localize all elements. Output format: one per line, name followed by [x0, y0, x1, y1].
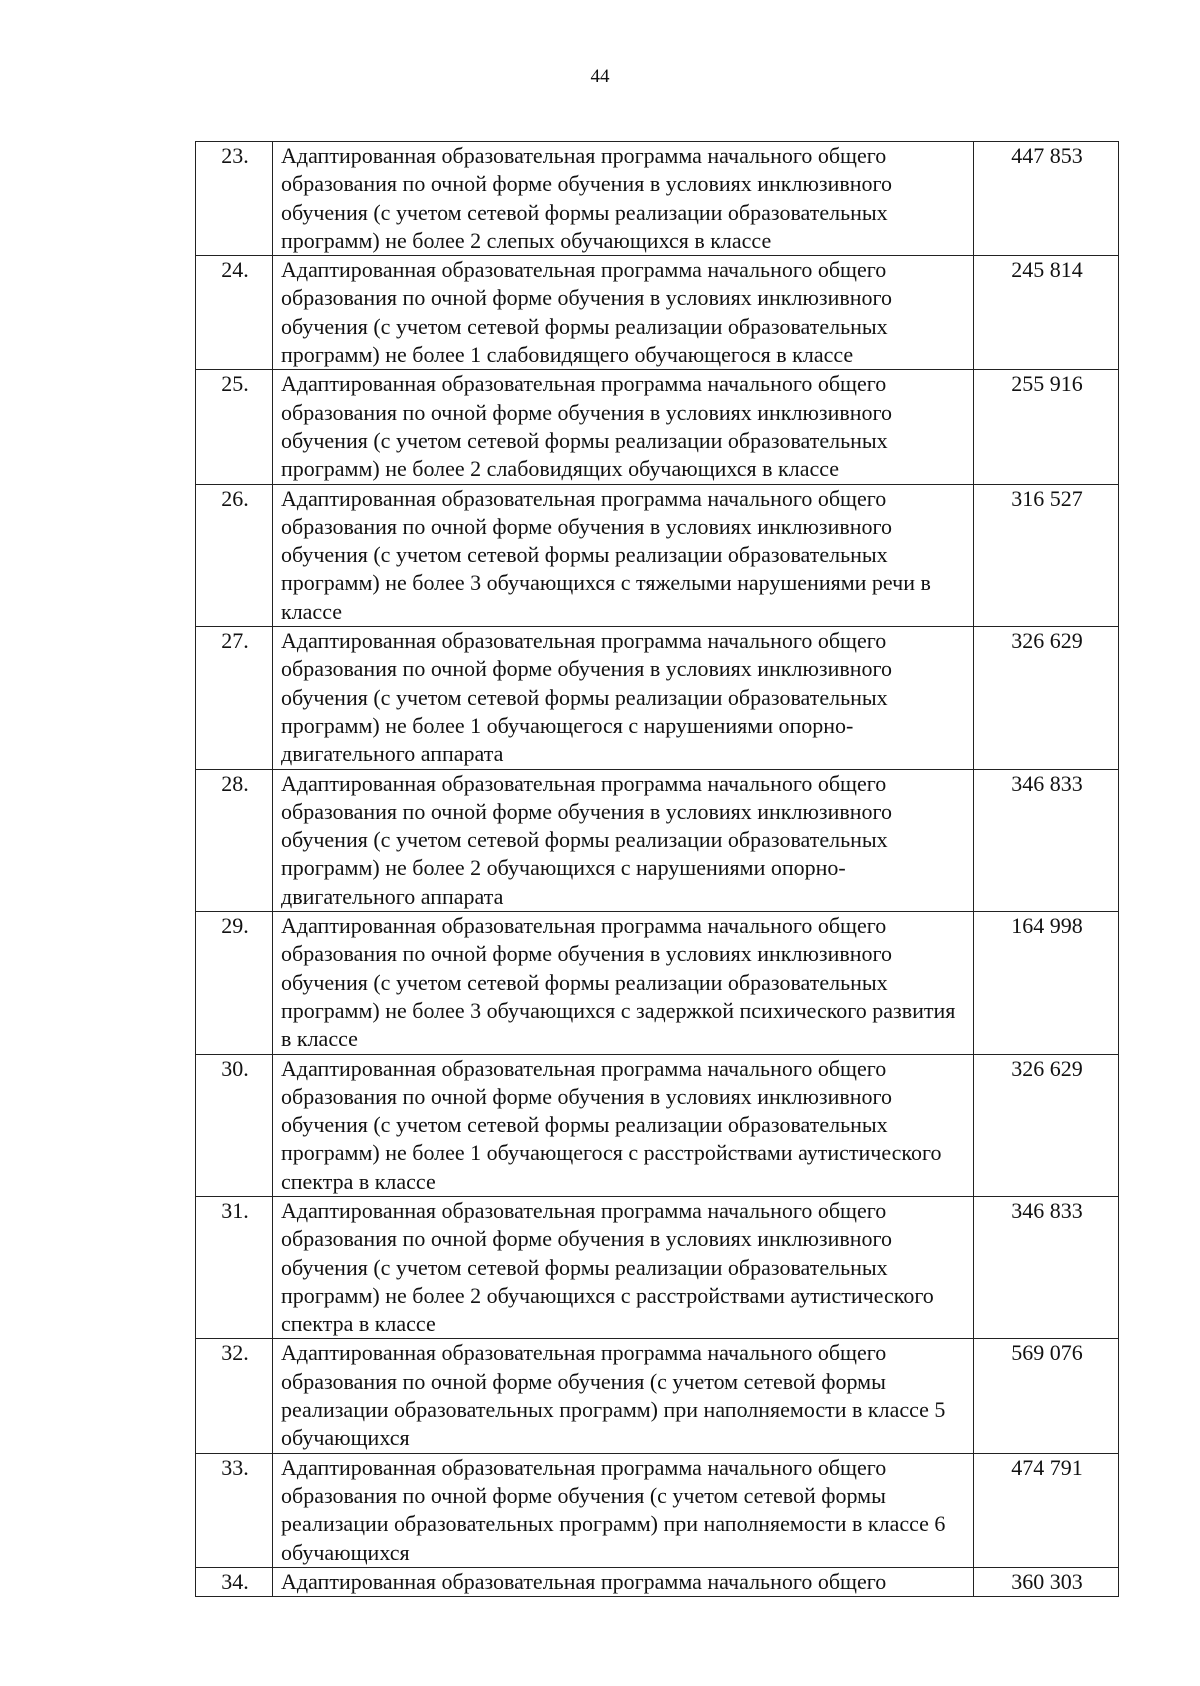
table-row [196, 912, 1119, 1054]
table-row [196, 627, 1119, 769]
row-number: 28. [196, 769, 273, 911]
row-value: 346 833 [974, 769, 1119, 911]
table-row [196, 1453, 1119, 1567]
row-value: 164 998 [974, 912, 1119, 1054]
table-row [196, 1054, 1119, 1196]
row-number: 24. [196, 256, 273, 370]
row-number: 27. [196, 627, 273, 769]
table-row [196, 1196, 1119, 1338]
page-number: 44 [590, 66, 610, 87]
row-number: 32. [196, 1339, 273, 1453]
row-value: 316 527 [974, 484, 1119, 626]
row-number: 26. [196, 484, 273, 626]
row-value: 326 629 [974, 1054, 1119, 1196]
row-value: 447 853 [974, 142, 1119, 256]
row-description: Адаптированная образовательная программа начального общего образования по очной форме обучения в условиях инклюзивного обучения (с учетом сетевой формы реализации образовательных программ) не более 1 обучающегося с нарушениями опорно-двигательного аппарата [273, 627, 974, 769]
row-description: Адаптированная образовательная программа начального общего образования по очной форме обучения в условиях инклюзивного обучения (с учетом сетевой формы реализации образовательных программ) не более 2 слабовидящих обучающихся в классе [273, 370, 974, 484]
table-row [196, 484, 1119, 626]
row-number: 29. [196, 912, 273, 1054]
row-number: 25. [196, 370, 273, 484]
row-description: Адаптированная образовательная программа начального общего образования по очной форме обучения в условиях инклюзивного обучения (с учетом сетевой формы реализации образовательных программ) не более 1 обучающегося с расстройствами аутистического спектра в классе [273, 1054, 974, 1196]
table-body [196, 142, 1119, 1597]
row-value: 569 076 [974, 1339, 1119, 1453]
row-description: Адаптированная образовательная программа начального общего образования по очной форме обучения в условиях инклюзивного обучения (с учетом сетевой формы реализации образовательных программ) не более 2 обучающихся с нарушениями опорно-двигательного аппарата [273, 769, 974, 911]
row-description: Адаптированная образовательная программа начального общего образования по очной форме обучения (с учетом сетевой формы реализации образовательных программ) при наполняемости в классе 6 обучающихся [273, 1453, 974, 1567]
row-number: 23. [196, 142, 273, 256]
table-row [196, 1339, 1119, 1453]
row-description: Адаптированная образовательная программа начального общего образования по очной форме обучения в условиях инклюзивного обучения (с учетом сетевой формы реализации образовательных программ) не более 3 обучающихся с задержкой психического развития в классе [273, 912, 974, 1054]
row-number: 33. [196, 1453, 273, 1567]
row-description: Адаптированная образовательная программа начального общего образования по очной форме обучения в условиях инклюзивного обучения (с учетом сетевой формы реализации образовательных программ) не более 2 слепых обучающихся в классе [273, 142, 974, 256]
row-value: 360 303 [974, 1567, 1119, 1596]
row-description: Адаптированная образовательная программа начального общего образования по очной форме обучения (с учетом сетевой формы реализации образовательных программ) при наполняемости в классе 5 обучающихся [273, 1339, 974, 1453]
row-value: 326 629 [974, 627, 1119, 769]
row-number: 31. [196, 1196, 273, 1338]
row-description: Адаптированная образовательная программа начального общего образования по очной форме обучения в условиях инклюзивного обучения (с учетом сетевой формы реализации образовательных программ) не более 1 слабовидящего обучающегося в классе [273, 256, 974, 370]
row-description: Адаптированная образовательная программа начального общего образования по очной форме обучения в условиях инклюзивного обучения (с учетом сетевой формы реализации образовательных программ) не более 2 обучающихся с расстройствами аутистического спектра в классе [273, 1196, 974, 1338]
table-row [196, 1567, 1119, 1596]
row-value: 346 833 [974, 1196, 1119, 1338]
row-value: 245 814 [974, 256, 1119, 370]
table-row [196, 769, 1119, 911]
row-value: 255 916 [974, 370, 1119, 484]
row-value: 474 791 [974, 1453, 1119, 1567]
row-number: 30. [196, 1054, 273, 1196]
table-row [196, 370, 1119, 484]
row-description: Адаптированная образовательная программа начального общего [273, 1567, 974, 1596]
row-number: 34. [196, 1567, 273, 1596]
table-row [196, 256, 1119, 370]
table-row [196, 142, 1119, 256]
tariff-table [195, 141, 1119, 1597]
row-description: Адаптированная образовательная программа начального общего образования по очной форме обучения в условиях инклюзивного обучения (с учетом сетевой формы реализации образовательных программ) не более 3 обучающихся с тяжелыми нарушениями речи в классе [273, 484, 974, 626]
